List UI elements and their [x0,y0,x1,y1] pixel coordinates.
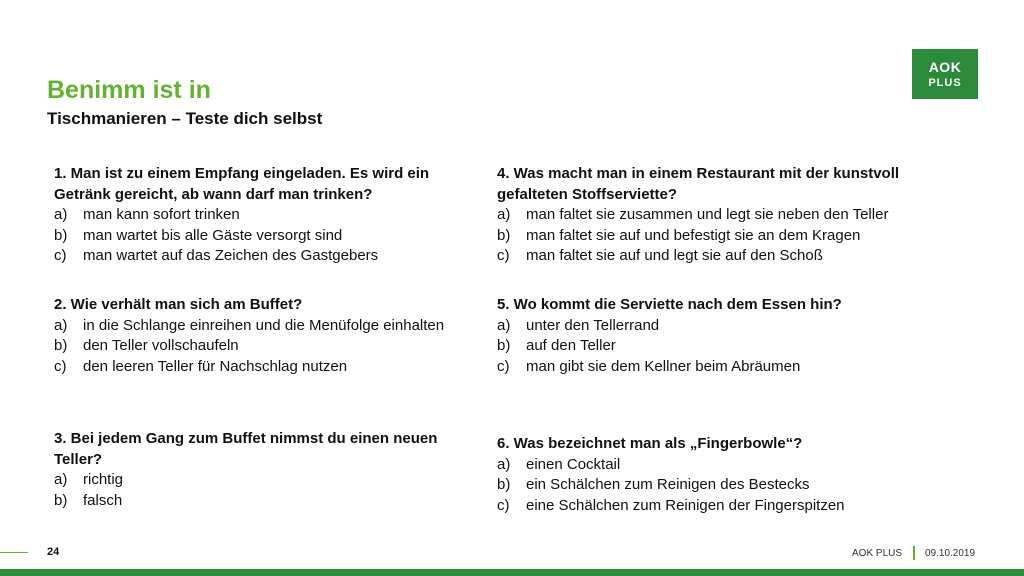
option-letter: c) [497,496,510,514]
question-title: 2. Wie verhält man sich am Buffet? [54,296,303,313]
question-6 [497,434,967,516]
answer-option [54,357,464,378]
footer-brand: AOK PLUS [852,548,903,559]
option-letter: c) [54,247,67,264]
option-text: eine Schälchen zum Reinigen der Fingerspitzen [526,496,845,514]
question-4 [497,164,967,267]
footer-divider [913,546,915,560]
page-number: 24 [47,546,60,558]
option-letter: b) [54,491,68,509]
answer-option [497,336,967,357]
answer-option [54,316,464,337]
answer-option [497,357,967,378]
option-text: auf den Teller [526,337,616,354]
answer-option [497,205,967,226]
question-2 [54,295,464,377]
answer-option [497,455,967,476]
question-title: 5. Wo kommt die Serviette nach dem Essen hin? [497,296,842,313]
option-text: ein Schälchen zum Reinigen des Bestecks [526,476,810,493]
answer-option [497,316,967,337]
question-1 [54,164,464,267]
footer-date: 09.10.2019 [925,548,976,559]
option-text: man wartet auf das Zeichen des Gastgebers [83,247,379,264]
option-text: man wartet bis alle Gäste versorgt sind [83,226,343,244]
answer-option [54,470,464,491]
option-text: man faltet sie auf und legt sie auf den Schoß [526,247,823,264]
option-letter: a) [54,206,68,223]
option-letter: c) [497,247,510,264]
question-3 [54,429,464,511]
option-text: richtig [83,471,124,488]
answer-option [54,205,464,226]
option-letter: b) [497,226,511,244]
question-title: 6. Was bezeichnet man als „Fingerbowle“? [497,435,803,452]
logo-top-text: AOK [928,59,962,75]
option-letter: a) [497,455,511,473]
option-letter: c) [497,357,510,375]
option-letter: c) [54,357,67,375]
option-text: den Teller vollschaufeln [83,337,239,354]
question-5 [497,295,967,377]
option-text: man kann sofort trinken [83,206,240,223]
option-letter: a) [54,471,68,488]
logo-bottom-text: PLUS [928,77,962,89]
answer-option [54,226,464,247]
option-text: einen Cocktail [526,455,621,473]
option-text: den leeren Teller für Nachschlag nutzen [83,357,348,375]
option-letter: b) [54,226,68,244]
slide-title: Benimm ist in [47,76,211,104]
footer-accent-line [0,552,28,553]
option-letter: b) [497,476,511,493]
answer-option [497,246,967,267]
answer-option [497,475,967,496]
option-text: man faltet sie auf und befestigt sie an dem Kragen [526,226,861,244]
answer-option [54,336,464,357]
answer-option [54,246,464,267]
option-text: unter den Tellerrand [526,316,660,334]
option-letter: a) [54,316,68,334]
option-text: man faltet sie zusammen und legt sie neben den Teller [526,206,889,223]
option-text: in die Schlange einreihen und die Menüfolge einhalten [83,316,445,334]
slide-subtitle: Tischmanieren – Teste dich selbst [47,109,323,128]
option-text: man gibt sie dem Kellner beim Abräumen [526,357,801,375]
question-title: 4. Was macht man in einem Restaurant mit der kunstvoll gefalteten Stoffserviette? [497,165,900,203]
bottom-bar [0,569,1024,576]
question-title: 3. Bei jedem Gang zum Buffet nimmst du einen neuen Teller? [54,430,438,468]
option-letter: b) [54,337,68,354]
aok-plus-logo [912,49,978,99]
option-text: falsch [83,491,123,509]
answer-option [54,491,464,512]
option-letter: a) [497,206,511,223]
answer-option [497,226,967,247]
option-letter: a) [497,316,511,334]
option-letter: b) [497,337,511,354]
question-title: 1. Man ist zu einem Empfang eingeladen. Es wird ein Getränk gereicht, ab wann darf man trinken? [54,165,430,203]
answer-option [497,496,967,517]
